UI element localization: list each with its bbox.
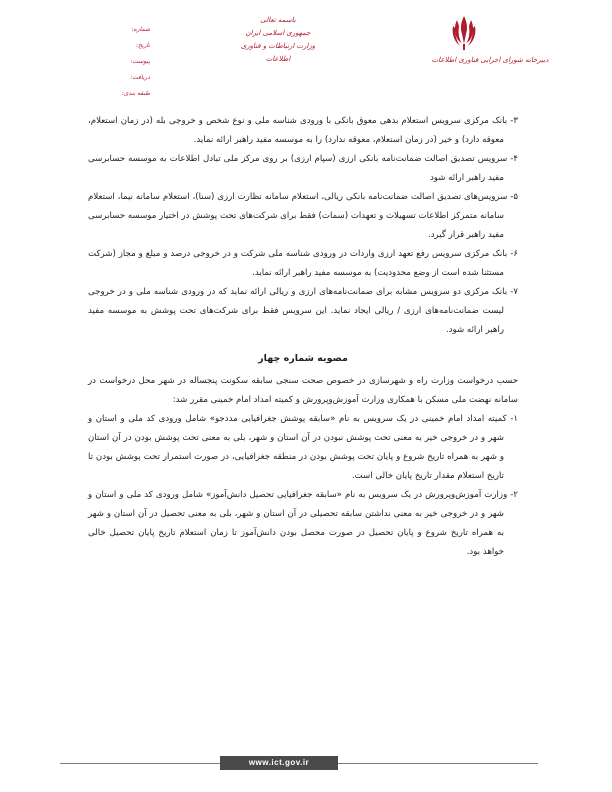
footer-divider-left (60, 763, 220, 764)
header-republic: جمهوری اسلامی ایران (245, 29, 311, 37)
header-meta-fields (90, 22, 150, 102)
meta-received-label: دریافت: (130, 74, 150, 81)
section-intro: حسب درخواست وزارت راه و شهرسازی در خصوص صحت سنجی سابقه سکونت پنجساله در شهر محل درخواست در سامانه نهضت ملی مسکن با همکاری وزارت آموزش‌وپرورش و کمیته امداد امام خمینی مقرر شد: (88, 376, 518, 405)
meta-classification-label: طبقه بندی: (121, 90, 150, 97)
meta-date-label: تاریخ: (136, 42, 150, 49)
list-item: ۲- وزارت آموزش‌وپرورش در یک سرویس به نام «سابقه جغرافیایی تحصیل دانش‌آموز» شامل ورودی کد ملی و استان و شهر و در خروجی خیر به معنی نداشتن سابقه تحصیلی در آن استان و شهر، بلی به معنی تحصیل در آن استان و شهر به همراه تاریخ شروع و پایان تحصیل در صورت محصل بودن دانش‌آموز تا زمان استعلام تاریخ پایان تحصیل خالی خواهد بود. (88, 490, 518, 557)
list-item: ۴- سرویس تصدیق اصالت ضمانت‌نامه بانکی ارزی (سپام ارزی) بر روی مرکز ملی تبادل اطلاعات به موسسه حسابرسی مفید راهبر ارائه شود (88, 154, 518, 183)
header-title-block (232, 14, 324, 66)
list-item: ۱- کمیته امداد امام خمینی در یک سرویس به نام «سابقه پوشش جغرافیایی مددجو» شامل ورودی کد ملی و استان و شهر و در خروجی خیر به معنی تحت پوشش نبودن در آن استان و شهر، بلی به معنی تحت پوشش بودن در آن استان و شهر به همراه تاریخ شروع و پایان تحت پوشش بودن در منطقه جغرافیایی، در صورت استمرار تحت پوشش بودن تا تاریخ استعلام مقدار تاریخ پایان خالی است. (88, 414, 518, 481)
header-basmala: باسمه تعالی (260, 16, 296, 24)
header-organization-caption: دبیرخانه شورای اجرایی فناوری اطلاعات (431, 56, 549, 64)
meta-attachment-label: پیوست: (130, 58, 150, 65)
header-logo-block (400, 14, 580, 74)
footer-website-link[interactable]: www.ict.gov.ir (220, 756, 338, 770)
list-item: ۵- سرویس‌های تصدیق اصالت ضمانت‌نامه بانکی ریالی، استعلام سامانه نظارت ارزی (سنا)، استعلام سامانه نیما، استعلام سامانه متمرکز اطلاعات تسهیلات و تعهدات (سمات) فقط برای شرکت‌های تحت پوشش در اختیار موسسه حسابرسی مفید راهبر قرار گیرد. (88, 192, 518, 240)
section-heading: مصوبه شماره چهار (258, 353, 348, 364)
list-item: ۳- بانک مرکزی سرویس استعلام بدهی معوق بانکی با ورودی شناسه ملی و نوع شخص و خروجی بله (در زمان استعلام، معوقه دارد) و خیر (در زمان استعلام، معوقه ندارد) را به موسسه مفید راهبر ارائه نماید. (88, 116, 518, 145)
list-item: ۷- بانک مرکزی دو سرویس مشابه برای ضمانت‌نامه‌های ارزی و ریالی ارائه نماید که در ورودی شناسه ملی و در خروجی لیست ضمانت‌نامه‌های ارزی / ریالی ایجاد نماید. این سرویس فقط برای شرکت‌های تحت پوشش به موسسه مفید راهبر ارائه شود. (88, 287, 518, 335)
list-item: ۶- بانک مرکزی سرویس رفع تعهد ارزی واردات در ورودی شناسه ملی شرکت و در خروجی درصد و مبلغ و مجاز (شرکت مستثنا شده است از وضع محدودیت) به موسسه مفید راهبر ارائه نماید. (88, 249, 518, 278)
document-body (88, 112, 518, 562)
header-ministry: وزارت ارتباطات و فناوری اطلاعات (240, 42, 316, 63)
meta-number-label: شماره: (131, 26, 150, 33)
footer-divider-right (338, 763, 538, 764)
iran-emblem-icon (451, 14, 477, 52)
